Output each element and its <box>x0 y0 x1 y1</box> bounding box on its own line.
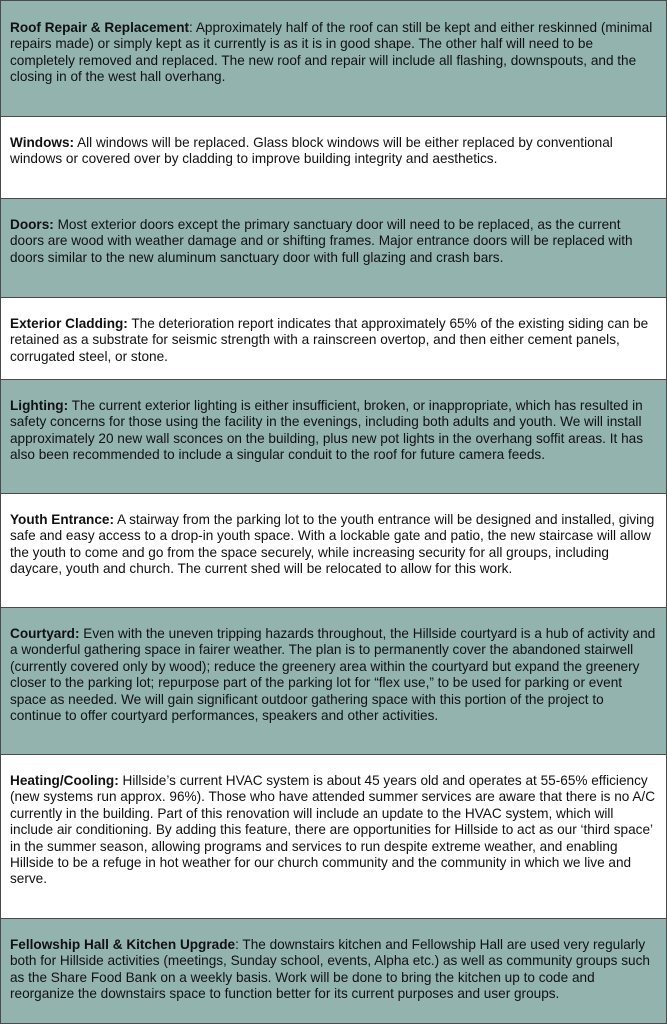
row-title: Courtyard: <box>10 626 80 641</box>
row-text: All windows will be replaced. Glass block windows will be either replaced by conventional windows or covered over by cladding to improve building integrity and aesthetics. <box>10 135 613 167</box>
row-separator: : <box>235 937 239 952</box>
row-title: Fellowship Hall & Kitchen Upgrade <box>10 937 236 952</box>
row-title: Doors: <box>10 217 54 232</box>
row-text: Most exterior doors except the primary sanctuary door will need to be replaced, as the current doors are wood with weather damage and or shifting frames. Major entrance doors will be replaced with doors similar to the new aluminum sanctuary door with full glazing and crash bars. <box>10 217 633 265</box>
row-text: The downstairs kitchen and Fellowship Hall are used very regularly both for Hillside activities (meetings, Sunday school, events, Alpha etc.) as well as community groups such as the Share Food Bank on a weekly basis. Work will be done to bring the kitchen up to code and reorganize the downstairs space to function better for its current purposes and user groups. <box>10 937 650 1002</box>
row-separator: : <box>189 20 193 35</box>
row-text: Hillside’s current HVAC system is about 45 years old and operates at 55-65% efficiency (new systems run approx. 96%). Those who have attended summer services are aware that there is no A/C currently in the building. Part of this renovation will include an update to the HVAC system, which will include air conditioning. By adding this feature, there are opportunities for Hillside to act as our ‘third space’ in the summer season, allowing programs and services to run despite extreme weather, and enabling Hillside to be a refuge in hot weather for our church community and the community in which we live and serve. <box>10 773 656 887</box>
row-text: The deterioration report indicates that approximately 65% of the existing siding can be retained as a substrate for seismic strength with a rainscreen overtop, and then either cement panels, corrugated steel, or stone. <box>10 316 649 364</box>
row-title: Exterior Cladding: <box>10 316 128 331</box>
row-exterior-cladding <box>1 298 666 380</box>
row-heating-cooling <box>1 755 666 919</box>
row-lighting <box>1 380 666 494</box>
row-text: Approximately half of the roof can still be kept and either reskinned (minimal repairs made) or simply kept as it currently is as it is in good shape. The other half will need to be completely removed and replaced. The new roof and repair will include all flashing, downspouts, and the closing in of the west hall overhang. <box>10 20 653 85</box>
row-text: Even with the uneven tripping hazards throughout, the Hillside courtyard is a hub of activity and a wonderful gathering space in fairer weather. The plan is to permanently cover the abandoned stairwell (currently covered only by wood); reduce the greenery area within the courtyard but expand the greenery closer to the parking lot; repurpose part of the parking lot for “flex use,” to be used for parking or event space as needed. We will gain significant outdoor gathering space with this portion of the project to continue to offer courtyard performances, speakers and other activities. <box>10 626 656 724</box>
row-fellowship-hall-kitchen <box>1 919 666 1023</box>
row-text: A stairway from the parking lot to the youth entrance will be designed and installed, giving safe and easy access to a drop-in youth space. With a lockable gate and patio, the new staircase will allow the youth to come and go from the space securely, while increasing security for all groups, including daycare, youth and church. The current shed will be relocated to allow for this work. <box>10 512 655 577</box>
row-courtyard <box>1 608 666 755</box>
row-title: Youth Entrance: <box>10 512 114 527</box>
row-title: Lighting: <box>10 398 69 413</box>
row-youth-entrance <box>1 494 666 608</box>
row-title: Windows: <box>10 135 75 150</box>
row-title: Heating/Cooling: <box>10 773 119 788</box>
row-roof-repair <box>1 1 666 117</box>
row-windows <box>1 117 666 199</box>
row-doors <box>1 199 666 298</box>
row-title: Roof Repair & Replacement <box>10 20 190 35</box>
row-text: The current exterior lighting is either insufficient, broken, or inappropriate, which has resulted in safety concerns for those using the facility in the evenings, including both adults and youth. We will install approximately 20 new wall sconces on the building, plus new pot lights in the overhang soffit areas. It has also been recommended to include a singular conduit to the roof for future camera feeds. <box>10 398 643 463</box>
